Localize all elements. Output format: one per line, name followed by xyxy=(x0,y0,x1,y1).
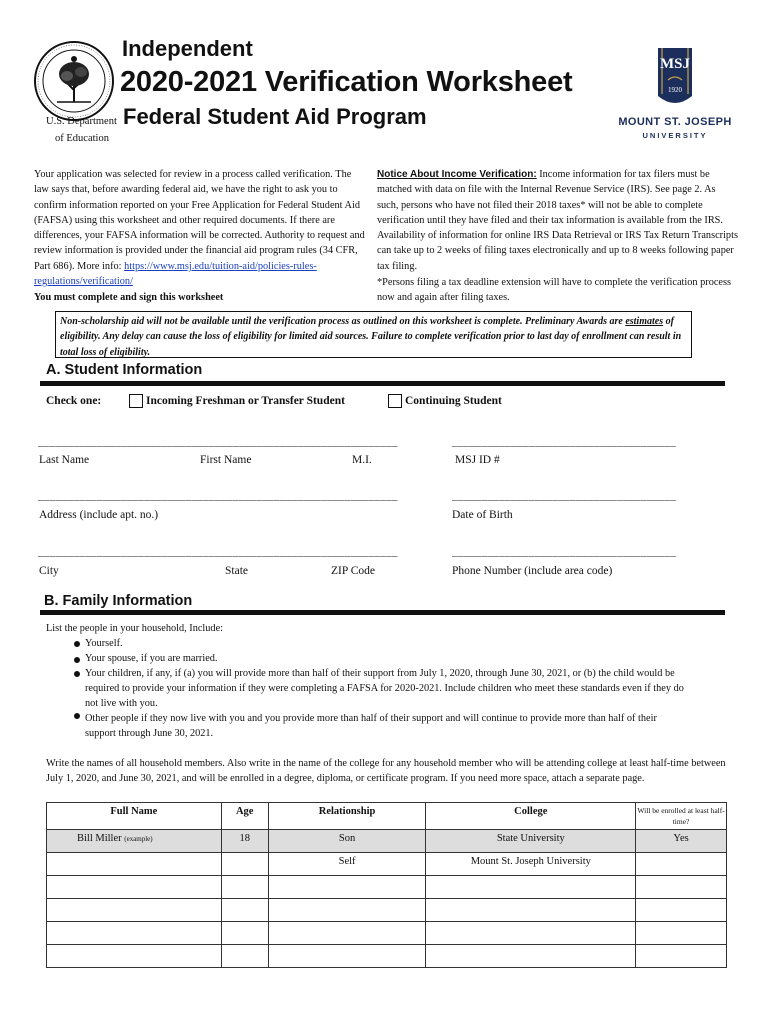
logo-name: MOUNT ST. JOSEPH xyxy=(618,116,732,128)
header-college: College xyxy=(426,803,636,830)
department-of-education-seal xyxy=(33,40,115,122)
intro-paragraph xyxy=(34,167,366,289)
cell-full-name[interactable] xyxy=(47,922,222,945)
table-row xyxy=(47,876,727,899)
household-bullet-4: Other people if they now live with you and you provide more than half of their support and will continue to provide more than half of their support through June 30, 2021. xyxy=(85,713,657,740)
cell-full-name[interactable] xyxy=(47,945,222,968)
cell-enrolled[interactable] xyxy=(636,876,727,899)
last-name-label: Last Name xyxy=(39,454,90,466)
household-list-intro: List the people in your household, Include: xyxy=(46,623,224,634)
phone-label: Phone Number (include area code) xyxy=(452,565,613,577)
city-state-zip-line[interactable]: _____________________________________________________________ xyxy=(38,546,398,558)
msj-id-line[interactable]: ______________________________________ xyxy=(452,436,677,448)
income-notice xyxy=(377,167,739,274)
eligibility-warning-box xyxy=(55,311,692,358)
warning-text-1: Non-scholarship aid will not be available until the verification process as outlined on this worksheet is complete. Preliminary Awards are xyxy=(60,316,626,327)
section-b-title: B. Family Information xyxy=(44,593,193,609)
cell-relationship[interactable] xyxy=(268,899,426,922)
header-enrolled: Will be enrolled at least half-time? xyxy=(636,803,727,830)
extension-note: *Persons filing a tax deadline extension will have to complete the verification process now and again after filing taxes. xyxy=(377,277,731,304)
must-sign-note: You must complete and sign this worksheet xyxy=(34,292,224,303)
address-label: Address (include apt. no.) xyxy=(39,509,159,521)
cell-relationship[interactable] xyxy=(268,945,426,968)
cell-full-name[interactable] xyxy=(47,876,222,899)
check-one-label: Check one: xyxy=(46,395,102,407)
cell-enrolled[interactable] xyxy=(636,945,727,968)
continuing-student-label: Continuing Student xyxy=(405,395,502,407)
middle-initial-label: M.I. xyxy=(352,454,372,466)
state-label: State xyxy=(225,565,248,577)
section-b-divider xyxy=(40,610,725,615)
table-row xyxy=(47,945,727,968)
example-name: Bill Miller xyxy=(77,833,122,844)
household-instructions: Write the names of all household members. Also write in the name of the college for any household member who will be attending college at least half-time between July 1, 2020, and June 30, 2021, and will be enrolled in a degree, diploma, or certificate program. If you need more space, attach a separate page. xyxy=(46,758,726,785)
table-header-row xyxy=(47,803,727,830)
cell-enrolled[interactable] xyxy=(636,922,727,945)
header-age: Age xyxy=(221,803,268,830)
cell-college[interactable] xyxy=(426,945,636,968)
household-bullet-1: Yourself. xyxy=(85,638,123,649)
table-row xyxy=(47,922,727,945)
msj-logo xyxy=(600,44,750,144)
intro-text: Your application was selected for review in a process called verification. The law says that, before awarding federal aid, we have the right to ask you to confirm information reported on your Free Application for Federal Student Aid (FAFSA) using this worksheet and other required documents. If there are differences, your FAFSA information will be corrected. Authority to request and review information is provided under the financial aid program rules (34 CFR, Part 686). More info: xyxy=(34,169,365,272)
section-a-title: A. Student Information xyxy=(46,362,203,378)
cell-enrolled: Yes xyxy=(636,830,727,853)
cell-college[interactable] xyxy=(426,899,636,922)
incoming-freshman-label: Incoming Freshman or Transfer Student xyxy=(146,395,345,407)
household-members-table xyxy=(46,802,727,968)
independent-label: Independent xyxy=(122,36,253,61)
income-notice-heading: Notice About Income Verification: xyxy=(377,169,537,180)
page-subtitle: Federal Student Aid Program xyxy=(123,104,427,129)
cell-age[interactable] xyxy=(221,876,268,899)
header-relationship: Relationship xyxy=(268,803,426,830)
cell-full-name[interactable] xyxy=(47,899,222,922)
income-notice-text: Income information for tax filers must be matched with data on file with the Internal Revenue Service (IRS). See page 2. As such, persons who have not filed their 2018 taxes* will not be able to complete verification until they have filed and their tax information is available from the IRS. Availability of information for online IRS Data Retrieval or IRS Tax Return Transcripts can take up to 2 weeks of filing taxes electronically and up to 8 weeks following paper tax filing. xyxy=(377,169,738,272)
cell-college: State University xyxy=(426,830,636,853)
cell-full-name[interactable] xyxy=(47,853,222,876)
city-label: City xyxy=(39,565,59,577)
household-bullet-3: Your children, if any, if (a) you will provide more than half of their support from July 1, 2020, through June 30, 2021, or (b) the child would be required to provide your information if they were completing a FAFSA for 2020-2021. Include children who meet these standards even if they do not live with you. xyxy=(85,668,684,710)
cell-relationship[interactable] xyxy=(268,922,426,945)
zip-label: ZIP Code xyxy=(331,565,375,577)
department-name-line2: of Education xyxy=(55,133,109,144)
page-title: 2020-2021 Verification Worksheet xyxy=(120,66,573,98)
cell-college[interactable]: Mount St. Joseph University xyxy=(426,853,636,876)
bullet-icon xyxy=(74,657,80,663)
cell-age[interactable] xyxy=(221,899,268,922)
dob-line[interactable]: ______________________________________ xyxy=(452,490,677,502)
cell-relationship[interactable] xyxy=(268,876,426,899)
cell-college[interactable] xyxy=(426,922,636,945)
example-tag: (example) xyxy=(124,835,153,843)
header-full-name: Full Name xyxy=(47,803,222,830)
incoming-freshman-checkbox[interactable] xyxy=(129,394,143,408)
warning-text-2: of eligibility. Any delay can cause the loss of eligibility for limited aid sources. Failure to complete verification prior to last day of enrollment can result in total loss of eligibility. xyxy=(60,316,682,358)
logo-monogram: MSJ xyxy=(660,56,690,72)
bullet-icon xyxy=(74,671,80,677)
cell-age[interactable] xyxy=(221,922,268,945)
table-row xyxy=(47,899,727,922)
dob-label: Date of Birth xyxy=(452,509,513,521)
logo-year: 1920 xyxy=(668,86,682,94)
cell-college[interactable] xyxy=(426,876,636,899)
first-name-label: First Name xyxy=(200,454,252,466)
cell-relationship: Son xyxy=(268,830,426,853)
name-line[interactable]: _____________________________________________________________ xyxy=(38,436,398,448)
household-bullet-2: Your spouse, if you are married. xyxy=(85,653,218,664)
bullet-icon xyxy=(74,641,80,647)
cell-age: 18 xyxy=(221,830,268,853)
cell-age[interactable] xyxy=(221,853,268,876)
cell-enrolled[interactable] xyxy=(636,899,727,922)
cell-full-name xyxy=(47,830,222,853)
cell-age[interactable] xyxy=(221,945,268,968)
continuing-student-checkbox[interactable] xyxy=(388,394,402,408)
table-row xyxy=(47,830,727,853)
department-name-line1: U.S. Department xyxy=(46,116,117,127)
warning-underlined: estimates xyxy=(625,316,664,327)
logo-university: UNIVERSITY xyxy=(642,131,708,140)
cell-enrolled[interactable] xyxy=(636,853,727,876)
bullet-icon xyxy=(74,713,80,719)
phone-line[interactable]: ______________________________________ xyxy=(452,546,677,558)
table-row xyxy=(47,853,727,876)
address-line[interactable]: _____________________________________________________________ xyxy=(38,490,398,502)
msj-id-label: MSJ ID # xyxy=(455,454,500,466)
section-a-divider xyxy=(40,381,725,386)
cell-relationship: Self xyxy=(268,853,426,876)
verification-link[interactable]: https://www.msj.edu/tuition-aid/policies-rules-regulations/verification/ xyxy=(34,260,317,288)
